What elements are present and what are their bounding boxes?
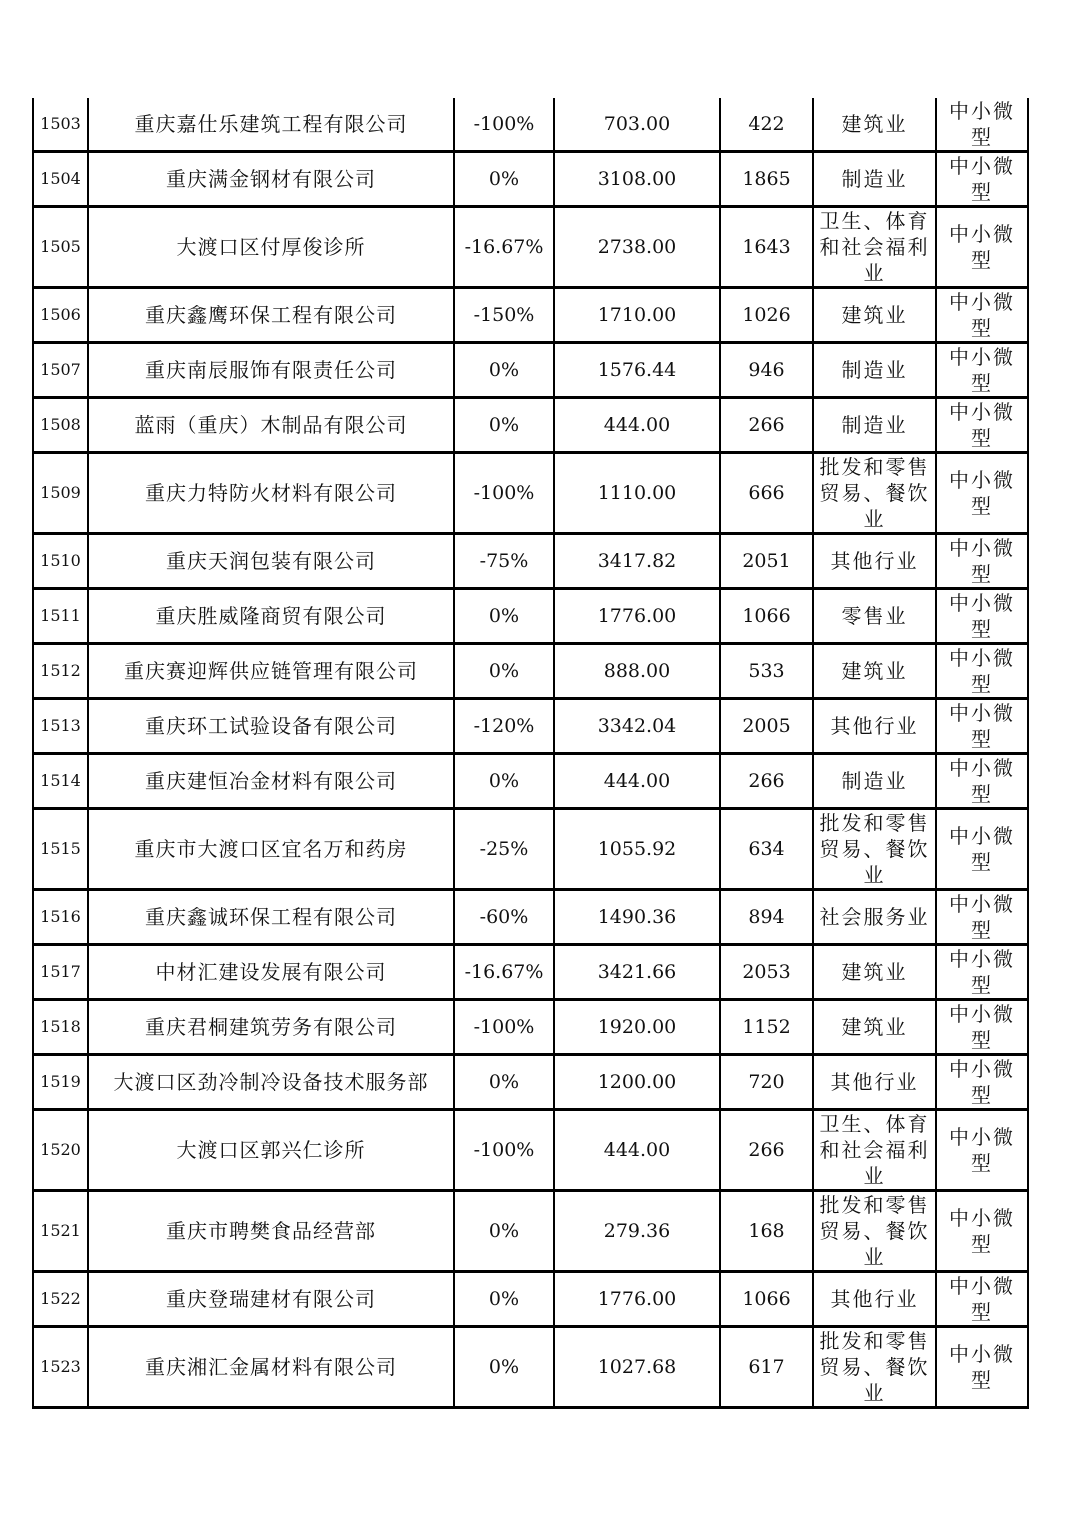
row-number-cell: 1514 — [33, 754, 88, 809]
industry-cell: 批发和零售贸易、餐饮业 — [813, 809, 936, 890]
enterprise-size-cell: 中小微型 — [936, 1110, 1028, 1191]
row-number-cell: 1518 — [33, 1000, 88, 1055]
table-row — [33, 890, 1028, 945]
industry-cell: 建筑业 — [813, 945, 936, 1000]
amount-cell: 3108.00 — [554, 152, 720, 207]
company-name-cell: 重庆赛迎辉供应链管理有限公司 — [88, 644, 454, 699]
industry-cell: 制造业 — [813, 152, 936, 207]
count-cell: 422 — [720, 98, 813, 152]
rate-cell: 0% — [454, 1272, 554, 1327]
industry-cell: 建筑业 — [813, 644, 936, 699]
rate-cell: -100% — [454, 453, 554, 534]
row-number-cell: 1521 — [33, 1191, 88, 1272]
company-name-cell: 重庆鑫鹰环保工程有限公司 — [88, 288, 454, 343]
enterprise-size-cell: 中小微型 — [936, 453, 1028, 534]
company-name-cell: 重庆嘉仕乐建筑工程有限公司 — [88, 98, 454, 152]
enterprise-size-cell: 中小微型 — [936, 1000, 1028, 1055]
row-number-cell: 1515 — [33, 809, 88, 890]
company-name-cell: 重庆市大渡口区宜名万和药房 — [88, 809, 454, 890]
rate-cell: -150% — [454, 288, 554, 343]
industry-cell: 零售业 — [813, 589, 936, 644]
amount-cell: 1920.00 — [554, 1000, 720, 1055]
table-row — [33, 288, 1028, 343]
enterprise-size-cell: 中小微型 — [936, 754, 1028, 809]
rate-cell: 0% — [454, 343, 554, 398]
amount-cell: 444.00 — [554, 398, 720, 453]
company-name-cell: 中材汇建设发展有限公司 — [88, 945, 454, 1000]
table-row — [33, 152, 1028, 207]
table-row — [33, 1110, 1028, 1191]
row-number-cell: 1508 — [33, 398, 88, 453]
rate-cell: 0% — [454, 1055, 554, 1110]
table-row — [33, 589, 1028, 644]
table-row — [33, 945, 1028, 1000]
amount-cell: 1110.00 — [554, 453, 720, 534]
count-cell: 720 — [720, 1055, 813, 1110]
enterprise-size-cell: 中小微型 — [936, 809, 1028, 890]
count-cell: 634 — [720, 809, 813, 890]
amount-cell: 703.00 — [554, 98, 720, 152]
company-name-cell: 重庆建恒冶金材料有限公司 — [88, 754, 454, 809]
row-number-cell: 1513 — [33, 699, 88, 754]
enterprise-size-cell: 中小微型 — [936, 398, 1028, 453]
row-number-cell: 1519 — [33, 1055, 88, 1110]
rate-cell: 0% — [454, 398, 554, 453]
industry-cell: 制造业 — [813, 398, 936, 453]
rate-cell: -100% — [454, 1000, 554, 1055]
rate-cell: 0% — [454, 1327, 554, 1408]
table-row — [33, 754, 1028, 809]
rate-cell: -100% — [454, 1110, 554, 1191]
row-number-cell: 1522 — [33, 1272, 88, 1327]
enterprise-size-cell: 中小微型 — [936, 644, 1028, 699]
rate-cell: 0% — [454, 754, 554, 809]
amount-cell: 1027.68 — [554, 1327, 720, 1408]
count-cell: 2005 — [720, 699, 813, 754]
row-number-cell: 1505 — [33, 207, 88, 288]
rate-cell: -60% — [454, 890, 554, 945]
amount-cell: 1055.92 — [554, 809, 720, 890]
amount-cell: 1776.00 — [554, 589, 720, 644]
row-number-cell: 1517 — [33, 945, 88, 1000]
table-row — [33, 534, 1028, 589]
industry-cell: 制造业 — [813, 343, 936, 398]
industry-cell: 批发和零售贸易、餐饮业 — [813, 1327, 936, 1408]
company-name-cell: 重庆鑫诚环保工程有限公司 — [88, 890, 454, 945]
table-row — [33, 1000, 1028, 1055]
amount-cell: 2738.00 — [554, 207, 720, 288]
enterprise-size-cell: 中小微型 — [936, 589, 1028, 644]
amount-cell: 3342.04 — [554, 699, 720, 754]
row-number-cell: 1523 — [33, 1327, 88, 1408]
company-name-cell: 大渡口区付厚俊诊所 — [88, 207, 454, 288]
row-number-cell: 1512 — [33, 644, 88, 699]
rate-cell: -100% — [454, 98, 554, 152]
rate-cell: -75% — [454, 534, 554, 589]
industry-cell: 批发和零售贸易、餐饮业 — [813, 1191, 936, 1272]
rate-cell: 0% — [454, 644, 554, 699]
count-cell: 2051 — [720, 534, 813, 589]
table-row — [33, 644, 1028, 699]
amount-cell: 1776.00 — [554, 1272, 720, 1327]
industry-cell: 卫生、体育和社会福利业 — [813, 207, 936, 288]
enterprise-size-cell: 中小微型 — [936, 699, 1028, 754]
amount-cell: 3421.66 — [554, 945, 720, 1000]
industry-cell: 卫生、体育和社会福利业 — [813, 1110, 936, 1191]
company-name-cell: 重庆市聘樊食品经营部 — [88, 1191, 454, 1272]
industry-cell: 建筑业 — [813, 288, 936, 343]
industry-cell: 建筑业 — [813, 1000, 936, 1055]
rate-cell: 0% — [454, 152, 554, 207]
table-row — [33, 809, 1028, 890]
table-row — [33, 1055, 1028, 1110]
row-number-cell: 1511 — [33, 589, 88, 644]
amount-cell: 1200.00 — [554, 1055, 720, 1110]
rate-cell: -16.67% — [454, 207, 554, 288]
company-name-cell: 重庆环工试验设备有限公司 — [88, 699, 454, 754]
row-number-cell: 1504 — [33, 152, 88, 207]
count-cell: 2053 — [720, 945, 813, 1000]
enterprise-size-cell: 中小微型 — [936, 890, 1028, 945]
rate-cell: 0% — [454, 1191, 554, 1272]
enterprise-size-cell: 中小微型 — [936, 945, 1028, 1000]
enterprise-size-cell: 中小微型 — [936, 288, 1028, 343]
enterprise-size-cell: 中小微型 — [936, 343, 1028, 398]
table-row — [33, 699, 1028, 754]
amount-cell: 3417.82 — [554, 534, 720, 589]
rate-cell: -25% — [454, 809, 554, 890]
rate-cell: -16.67% — [454, 945, 554, 1000]
amount-cell: 1576.44 — [554, 343, 720, 398]
table-row — [33, 1191, 1028, 1272]
rate-cell: -120% — [454, 699, 554, 754]
table-row — [33, 343, 1028, 398]
enterprise-size-cell: 中小微型 — [936, 1327, 1028, 1408]
amount-cell: 444.00 — [554, 1110, 720, 1191]
count-cell: 1643 — [720, 207, 813, 288]
count-cell: 168 — [720, 1191, 813, 1272]
row-number-cell: 1506 — [33, 288, 88, 343]
industry-cell: 其他行业 — [813, 699, 936, 754]
company-name-cell: 蓝雨（重庆）木制品有限公司 — [88, 398, 454, 453]
company-name-cell: 重庆湘汇金属材料有限公司 — [88, 1327, 454, 1408]
table-row — [33, 453, 1028, 534]
row-number-cell: 1516 — [33, 890, 88, 945]
row-number-cell: 1509 — [33, 453, 88, 534]
rate-cell: 0% — [454, 589, 554, 644]
enterprise-size-cell: 中小微型 — [936, 1055, 1028, 1110]
table-row — [33, 207, 1028, 288]
row-number-cell: 1507 — [33, 343, 88, 398]
amount-cell: 444.00 — [554, 754, 720, 809]
amount-cell: 1710.00 — [554, 288, 720, 343]
count-cell: 266 — [720, 1110, 813, 1191]
count-cell: 894 — [720, 890, 813, 945]
industry-cell: 社会服务业 — [813, 890, 936, 945]
data-table — [32, 98, 1029, 1409]
industry-cell: 其他行业 — [813, 1055, 936, 1110]
count-cell: 946 — [720, 343, 813, 398]
industry-cell: 其他行业 — [813, 1272, 936, 1327]
enterprise-size-cell: 中小微型 — [936, 152, 1028, 207]
table-row — [33, 1327, 1028, 1408]
amount-cell: 1490.36 — [554, 890, 720, 945]
count-cell: 1026 — [720, 288, 813, 343]
company-name-cell: 重庆君桐建筑劳务有限公司 — [88, 1000, 454, 1055]
table-row — [33, 1272, 1028, 1327]
count-cell: 617 — [720, 1327, 813, 1408]
count-cell: 266 — [720, 754, 813, 809]
industry-cell: 建筑业 — [813, 98, 936, 152]
company-name-cell: 重庆胜威隆商贸有限公司 — [88, 589, 454, 644]
company-name-cell: 大渡口区劲冷制冷设备技术服务部 — [88, 1055, 454, 1110]
company-name-cell: 重庆登瑞建材有限公司 — [88, 1272, 454, 1327]
count-cell: 266 — [720, 398, 813, 453]
row-number-cell: 1520 — [33, 1110, 88, 1191]
amount-cell: 888.00 — [554, 644, 720, 699]
count-cell: 666 — [720, 453, 813, 534]
company-name-cell: 重庆力特防火材料有限公司 — [88, 453, 454, 534]
table-row — [33, 98, 1028, 152]
company-name-cell: 重庆天润包装有限公司 — [88, 534, 454, 589]
enterprise-size-cell: 中小微型 — [936, 207, 1028, 288]
industry-cell: 批发和零售贸易、餐饮业 — [813, 453, 936, 534]
industry-cell: 其他行业 — [813, 534, 936, 589]
industry-cell: 制造业 — [813, 754, 936, 809]
count-cell: 1066 — [720, 589, 813, 644]
count-cell: 533 — [720, 644, 813, 699]
count-cell: 1066 — [720, 1272, 813, 1327]
row-number-cell: 1510 — [33, 534, 88, 589]
enterprise-size-cell: 中小微型 — [936, 98, 1028, 152]
count-cell: 1865 — [720, 152, 813, 207]
enterprise-size-cell: 中小微型 — [936, 1272, 1028, 1327]
company-name-cell: 重庆南辰服饰有限责任公司 — [88, 343, 454, 398]
company-name-cell: 大渡口区郭兴仁诊所 — [88, 1110, 454, 1191]
count-cell: 1152 — [720, 1000, 813, 1055]
company-name-cell: 重庆满金钢材有限公司 — [88, 152, 454, 207]
enterprise-size-cell: 中小微型 — [936, 534, 1028, 589]
table-row — [33, 398, 1028, 453]
row-number-cell: 1503 — [33, 98, 88, 152]
enterprise-size-cell: 中小微型 — [936, 1191, 1028, 1272]
amount-cell: 279.36 — [554, 1191, 720, 1272]
table-body — [33, 98, 1028, 1408]
